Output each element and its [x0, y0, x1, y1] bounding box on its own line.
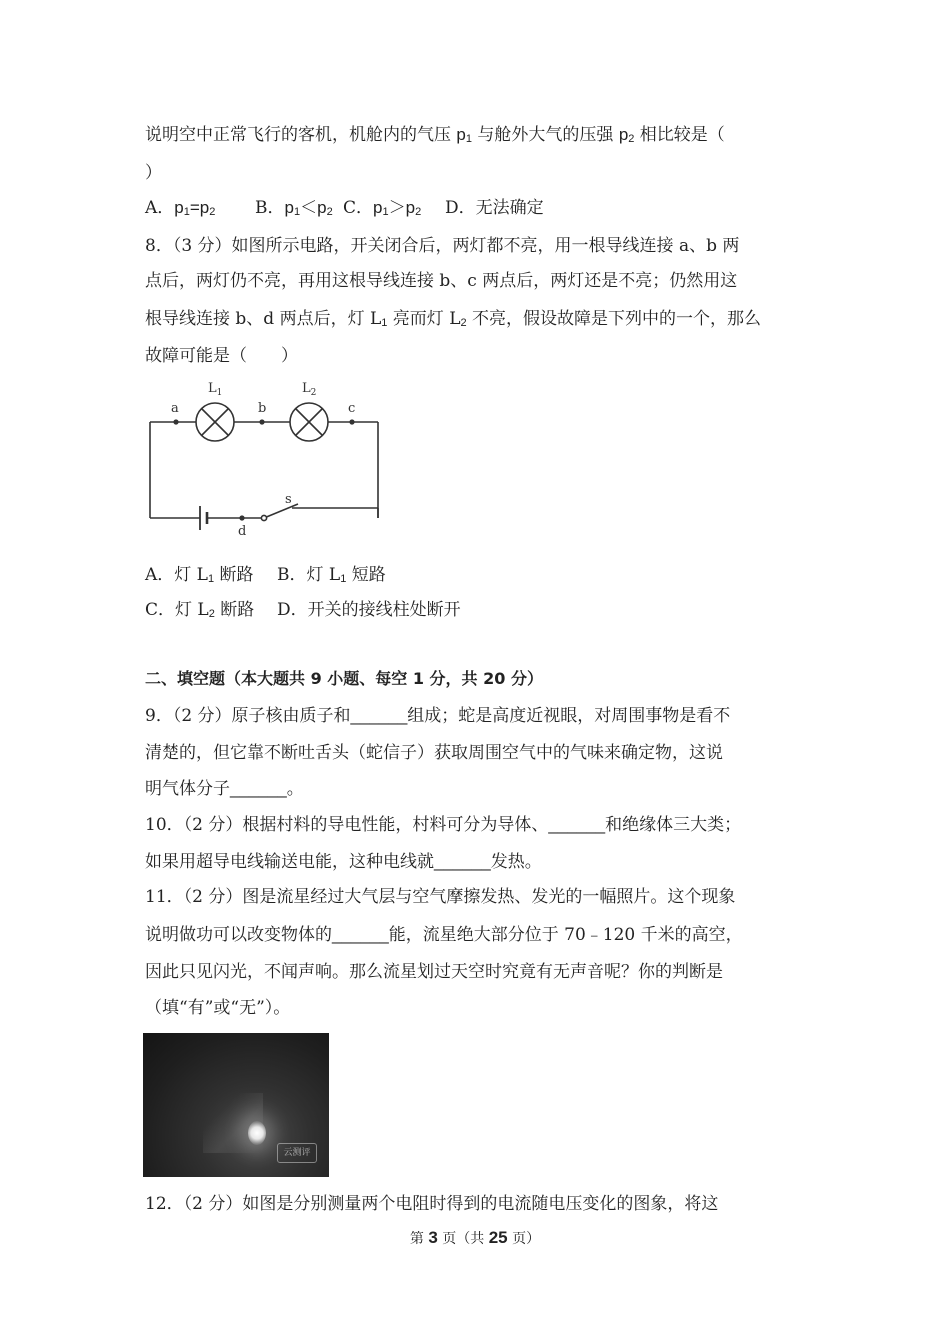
q8-stem-line-1: 8．（3 分）如图所示电路，开关闭合后，两灯都不亮，用一根导线连接 a、b 两	[145, 236, 740, 256]
q8-option-a: A．灯 $L_1$ 断路	[145, 565, 254, 585]
q8-option-c: C．灯 $L_2$ 断路	[145, 600, 255, 620]
q7-options	[145, 197, 810, 219]
circuit-diagram	[140, 376, 390, 536]
q8-option-d: D．开关的接线柱处断开	[277, 600, 461, 620]
q11-stem-line-1: 11．（2 分）图是流星经过大气层与空气摩擦发热、发光的一幅照片。这个现象	[145, 887, 736, 907]
q7-option-a: A．$p_1=p_2$	[145, 198, 216, 218]
q7-option-c: C．$p_1>p_2$	[343, 198, 422, 218]
q11-stem-line-3: 因此只见闪光，不闻声响。那么流星划过天空时究竟有无声音呢？你的判断是	[145, 962, 723, 982]
node-c	[349, 419, 354, 424]
label-l2: $L_2$	[302, 381, 317, 398]
q8-stem-line-3: 根导线连接 b、d 两点后，灯 $L_1$ 亮而灯 $L_2$ 不亮，假设故障是下列中的一个，那么	[145, 309, 762, 329]
switch-pivot	[261, 515, 266, 520]
q9-stem-line-2: 清楚的，但它靠不断吐舌头（蛇信子）获取周围空气中的气味来确定物，这说	[145, 743, 723, 763]
label-a: a	[171, 401, 179, 416]
q8-stem-line-4: 故障可能是（ ）	[145, 346, 298, 366]
photo-watermark: 云测评	[277, 1143, 317, 1163]
meteor-photo	[143, 1033, 329, 1177]
label-s: s	[285, 492, 292, 507]
node-d	[239, 515, 244, 520]
label-l1: $L_1$	[208, 381, 223, 398]
q12-stem-line-1: 12．（2 分）如图是分别测量两个电阻时得到的电流随电压变化的图象，将这	[145, 1194, 719, 1214]
q7-stem-line-1: 说明空中正常飞行的客机，机舱内的气压 $p_1$ 与舱外大气的压强 $p_2$ 相比较是（	[145, 125, 725, 145]
q11-stem-line-2: 说明做功可以改变物体的______能，流星绝大部分位于 70﹣120 千米的高空，	[145, 925, 743, 945]
label-b: b	[258, 401, 267, 416]
switch-lever	[264, 504, 298, 518]
node-b	[259, 419, 264, 424]
label-d: d	[238, 524, 247, 536]
q11-blank-1: ______	[332, 925, 389, 944]
q9-stem-line-3: 明气体分子______。	[145, 779, 304, 799]
q8-options-row-1	[145, 564, 810, 586]
node-a	[173, 419, 178, 424]
q9-stem-line-1: 9．（2 分）原子核由质子和______组成；蛇是高度近视眼，对周围事物是看不	[145, 706, 731, 726]
page-footer: 第 3 页（共 25 页）	[409, 1228, 541, 1247]
q8-option-b: B．灯 $L_1$ 短路	[277, 565, 386, 585]
q9-blank-1: ______	[350, 706, 408, 725]
current-page-number: 3	[428, 1228, 438, 1247]
q7-option-d: D．无法确定	[445, 198, 544, 218]
q7-option-b: B．$p_1<p_2$	[255, 198, 333, 218]
total-page-count: 25	[488, 1228, 508, 1247]
q7-stem-line-2: ）	[145, 163, 162, 183]
q10-blank-2: ______	[434, 852, 491, 871]
meteor-glow	[248, 1121, 266, 1145]
q9-blank-2: ______	[230, 779, 287, 798]
q8-options-row-2	[145, 599, 810, 621]
label-c: c	[348, 401, 356, 416]
q10-stem-line-2: 如果用超导电线输送电能，这种电线就______发热。	[145, 852, 542, 872]
q8-stem-line-2: 点后，两灯仍不亮，再用这根导线连接 b、c 两点后，两灯还是不亮；仍然用这	[145, 271, 738, 291]
section-heading-fill-in: 二、填空题（本大题共 9 小题、每空 1 分，共 20 分）	[145, 669, 543, 688]
q10-blank-1: ______	[548, 815, 606, 834]
q11-stem-line-4: （填“有”或“无”）。	[145, 998, 291, 1018]
q10-stem-line-1: 10．（2 分）根据村料的导电性能，村料可分为导体、______和绝缘体三大类；	[145, 815, 742, 835]
